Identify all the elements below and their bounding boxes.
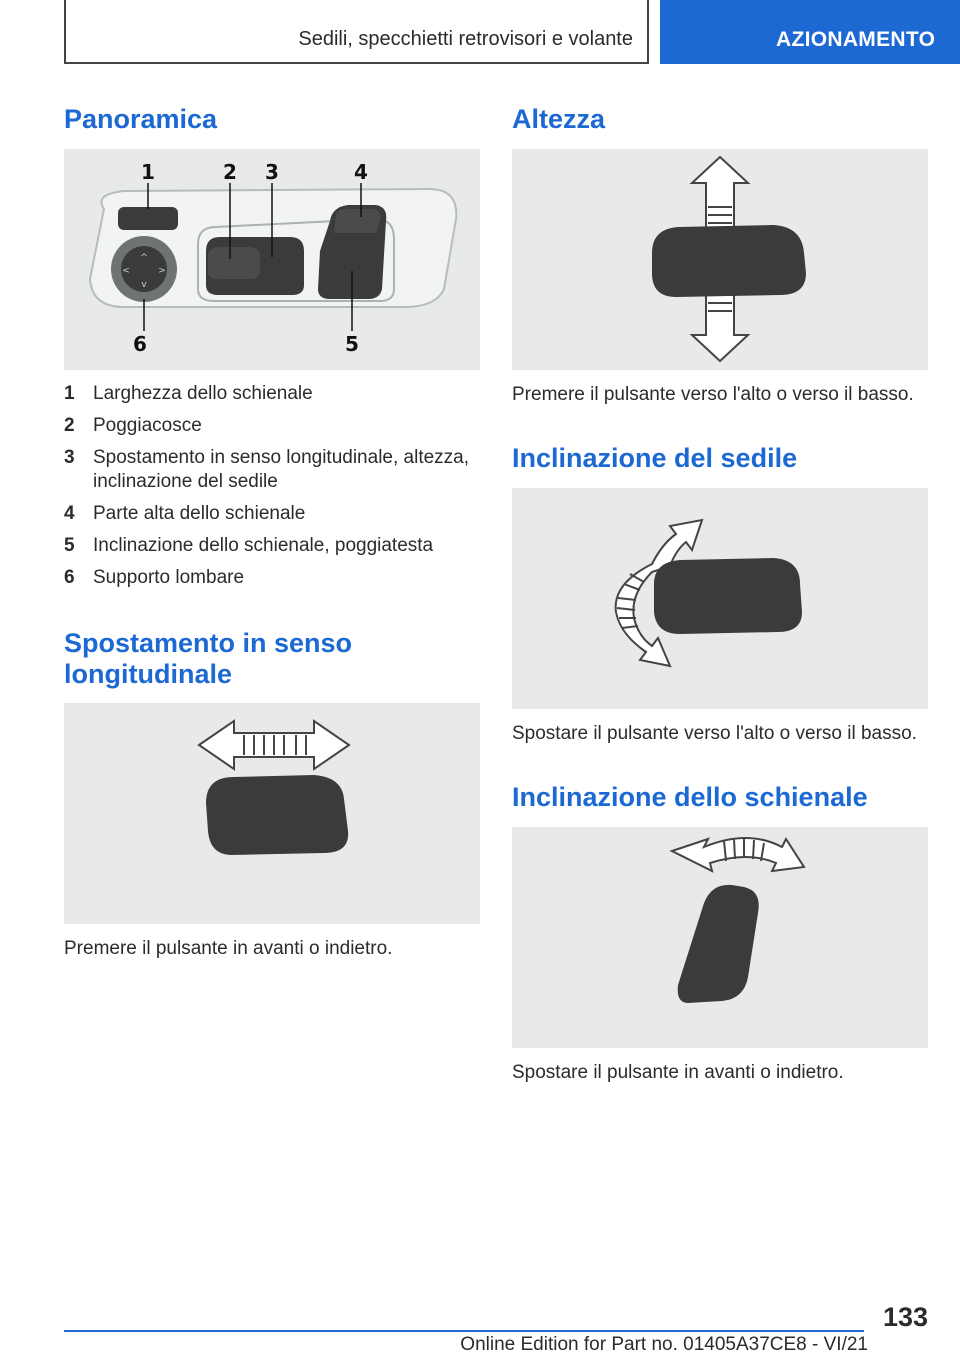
legend-list [64,382,484,598]
callout-3: 3 [265,160,279,184]
legend-text: Larghezza dello schienale [93,383,313,404]
figure-longitudinal-adjustment [64,703,480,924]
callout-4: 4 [354,160,368,184]
legend-text: Parte alta dello schienale [93,503,306,524]
page-number: 133 [882,1302,928,1332]
caption-inclinazione-sedile: Spostare il pulsante verso l'alto o verso il basso. [512,723,917,744]
heading-altezza: Altezza [512,104,606,134]
backrest-tilt-arrow-drawing [512,827,928,1048]
callout-5: 5 [345,332,359,356]
longitudinal-arrow-drawing [64,703,480,924]
legend-item [64,446,484,494]
legend-item [64,566,484,590]
svg-text:<: < [122,266,130,276]
legend-num: 3 [64,447,75,468]
svg-text:^: ^ [140,253,148,263]
legend-num: 6 [64,567,75,588]
legend-text: Supporto lombare [93,567,245,588]
callout-2: 2 [223,160,237,184]
heading-panoramica: Panoramica [64,104,218,134]
legend-item [64,414,484,438]
caption-inclinazione-schienale: Spostare il pulsante in avanti o indietro. [512,1062,844,1083]
figure-seat-controls-overview [64,149,480,370]
legend-text: Poggiacosce [93,415,202,436]
seat-controls-drawing [64,149,480,370]
header-section-title: Sedili, specchietti retrovisori e volante [298,28,633,50]
legend-item [64,534,484,558]
legend-num: 4 [64,503,75,524]
legend-item [64,502,484,526]
caption-altezza: Premere il pulsante verso l'alto o verso il basso. [512,384,914,405]
heading-inclinazione-sedile: Inclinazione del sedile [512,443,798,473]
figure-backrest-tilt-adjustment [512,827,928,1048]
callout-6: 6 [133,332,147,356]
legend-num: 1 [64,383,75,404]
legend-text: Inclinazione dello schienale, poggiatesta [93,535,434,556]
callout-1: 1 [141,160,155,184]
header-section-tab [64,0,649,64]
legend-text: Spostamento in senso longitudinale, altezza, inclinazione del sedile [93,447,470,492]
legend-num: 2 [64,415,75,436]
caption-longitudinale: Premere il pulsante in avanti o indietro. [64,938,393,959]
legend-num: 5 [64,535,75,556]
heading-inclinazione-schienale: Inclinazione dello schienale [512,782,868,812]
height-arrow-drawing [512,149,928,370]
legend-item [64,382,484,406]
footer-edition: Online Edition for Part no. 01405A37CE8 - VI/21 [460,1334,868,1355]
heading-longitudinale: Spostamento in senso longitudinale [64,628,353,689]
seat-tilt-arrow-drawing [512,488,928,709]
figure-height-adjustment [512,149,928,370]
svg-text:v: v [141,280,147,290]
footer-rule [64,1330,864,1332]
header-chapter-title: AZIONAMENTO [776,28,936,51]
header-chapter-tab [660,0,960,64]
figure-seat-tilt-adjustment [512,488,928,709]
svg-text:>: > [158,266,166,276]
